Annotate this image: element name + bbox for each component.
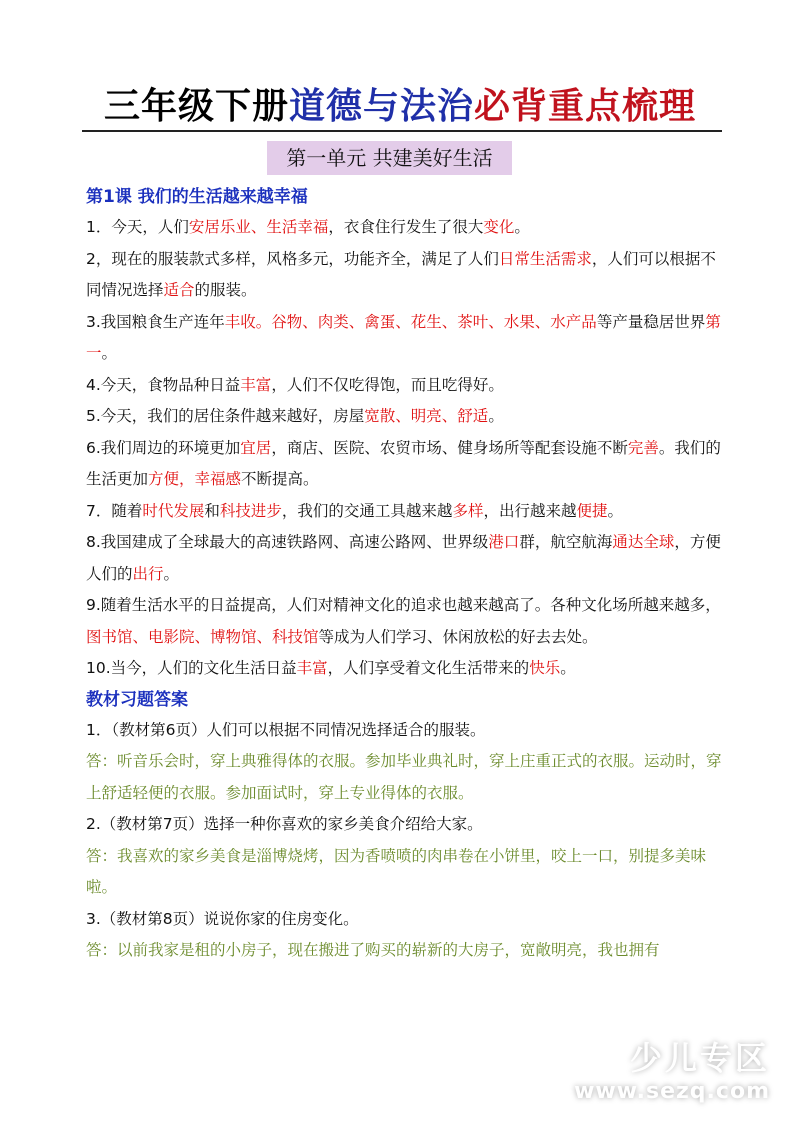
main-content	[86, 182, 726, 967]
lesson-heading: 第1课 我们的生活越来越幸福	[86, 187, 308, 207]
watermark-url: www.sezq.com	[574, 1079, 770, 1104]
exercise-answer-1: 答：听音乐会时，穿上典雅得体的衣服。参加毕业典礼时，穿上庄重正式的衣服。运动时，穿上舒适轻便的衣服。参加面试时，穿上专业得体的衣服。	[86, 752, 722, 802]
point-1: 1．今天，人们安居乐业、生活幸福，衣食住行发生了很大变化。	[86, 218, 530, 236]
page-title	[0, 84, 800, 128]
point-4: 4.今天，食物品种日益丰富，人们不仅吃得饱，而且吃得好。	[86, 375, 504, 394]
point-3: 3.我国粮食生产连年丰收。谷物、肉类、禽蛋、花生、茶叶、水果、水产品等产量稳居世界第一。	[86, 312, 721, 362]
title-part-subject: 道德与法治	[288, 85, 474, 127]
point-7: 7．随着时代发展和科技进步，我们的交通工具越来越多样，出行越来越便捷。	[86, 501, 623, 520]
point-2: 2，现在的服装款式多样，风格多元，功能齐全，满足了人们日常生活需求，人们可以根据不同情况选择适合的服装。	[86, 249, 716, 299]
unit-title: 第一单元 共建美好生活	[267, 141, 512, 175]
point-6: 6.我们周边的环境更加宜居，商店、医院、农贸市场、健身场所等配套设施不断完善。我们的生活更加方便，幸福感不断提高。	[86, 438, 721, 488]
exercise-question-2: 2.（教材第7页）选择一种你喜欢的家乡美食介绍给大家。	[86, 815, 483, 833]
exercise-answer-2: 答：我喜欢的家乡美食是淄博烧烤，因为香喷喷的肉串卷在小饼里，咬上一口，别提多美味啦。	[86, 846, 707, 896]
point-9: 9.随着生活水平的日益提高，人们对精神文化的追求也越来越高了。各种文化场所越来越多，图书馆、电影院、博物馆、科技馆等成为人们学习、休闲放松的好去去处。	[86, 596, 721, 646]
point-10: 10.当今，人们的文化生活日益丰富，人们享受着文化生活带来的快乐。	[86, 659, 576, 677]
exercise-question-3: 3.（教材第8页）说说你家的住房变化。	[86, 909, 359, 928]
title-part-grade: 三年级下册	[103, 85, 289, 127]
point-8: 8.我国建成了全球最大的高速铁路网、高速公路网、世界级港口群，航空航海通达全球，方便人们的出行。	[86, 533, 721, 583]
title-divider	[82, 130, 722, 132]
site-watermark	[574, 1038, 770, 1106]
watermark-name: 少儿专区	[629, 1039, 770, 1077]
point-5: 5.今天，我们的居住条件越来越好，房屋宽散、明亮、舒适。	[86, 407, 504, 425]
exercise-question-1: 1．（教材第6页）人们可以根据不同情况选择适合的服装。	[86, 720, 486, 739]
exercise-heading: 教材习题答案	[86, 689, 188, 710]
title-part-focus: 必背重点梳理	[474, 85, 697, 127]
exercise-answer-3: 答：以前我家是租的小房子，现在搬进了购买的崭新的大房子，宽敞明亮，我也拥有	[86, 941, 660, 959]
